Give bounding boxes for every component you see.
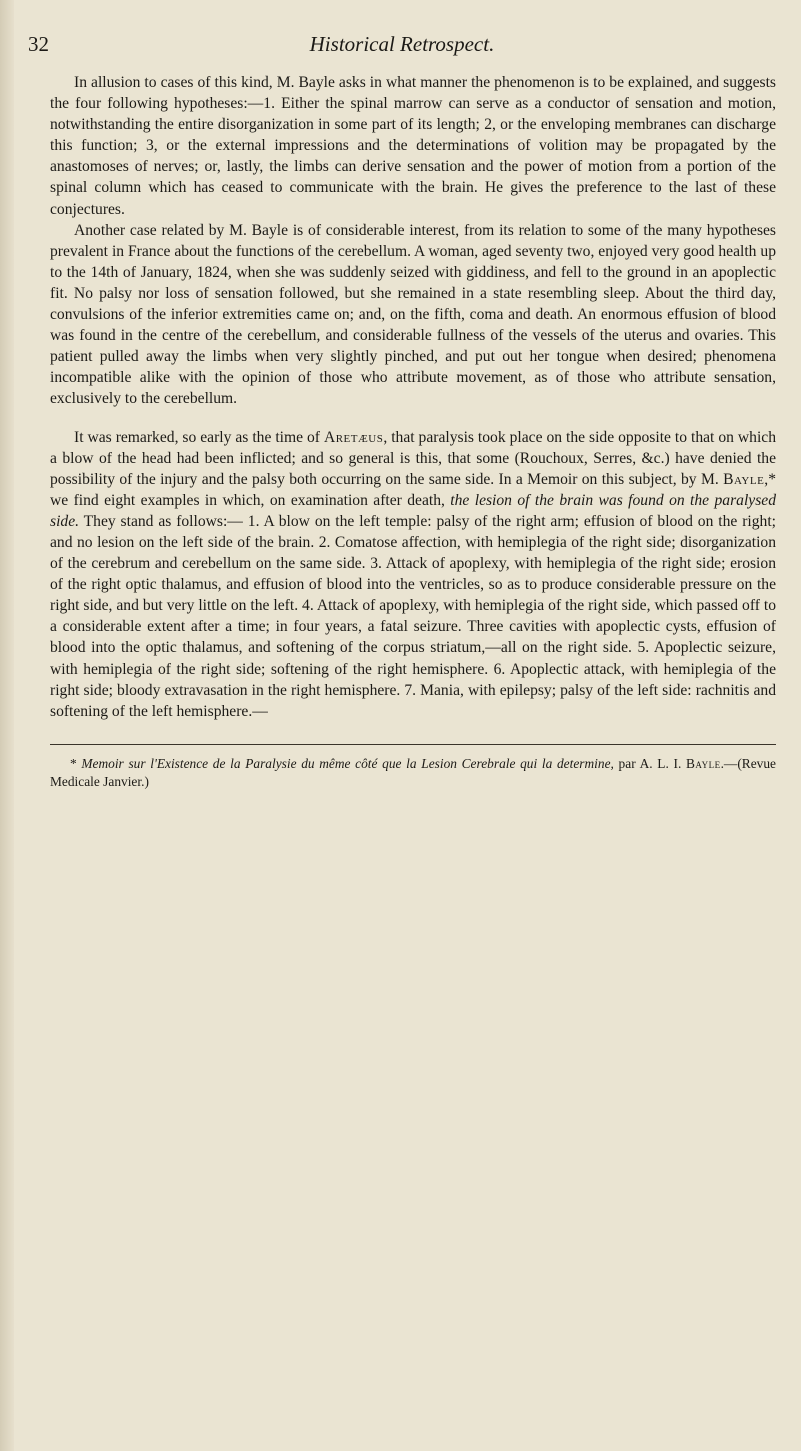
page-binding-edge bbox=[0, 0, 14, 1451]
author-name-aretaeus: Aretæus bbox=[323, 428, 384, 446]
footnote-title: Memoir sur l'Existence de la Paralysie du même côté que la Lesion Cerebrale qui la determine, bbox=[81, 755, 614, 771]
footnote-by: par A. L. I. bbox=[613, 755, 686, 771]
paragraph-text-segment: ,* we find eight examples in which, on examination after death, bbox=[50, 470, 776, 509]
footnote bbox=[50, 755, 776, 791]
body-text bbox=[50, 72, 776, 722]
paragraph-cerebellum-case: Another case related by M. Bayle is of considerable interest, from its relation to some of the many hypotheses prevalent in France about the functions of the cerebellum. A woman, aged seventy two, enjoyed very good health up to the 14th of January, 1824, when she was suddenly seized with giddiness, and fell to the ground in an apoplectic fit. No palsy nor loss of sensation followed, but she remained in a state resembling sleep. About the third day, convulsions of the inferior extremities came on; and, on the fifth, coma and death. An enormous effusion of blood was found in the centre of the cerebellum, and considerable fullness of the vessels of the uterus and ovaries. This patient pulled away the limbs when very slightly pinched, and put out her tongue when desired; phenomena incompatible alike with the opinion of those who attribute movement, as of those who attribute sensation, exclusively to the cerebellum. bbox=[50, 221, 776, 408]
emphasized-phrase: the lesion of the brain was found on the paralysed side. bbox=[50, 491, 776, 530]
footnote-marker: * bbox=[70, 755, 82, 771]
running-title: Historical Retrospect. bbox=[309, 32, 495, 56]
footnote-author: Bayle bbox=[685, 755, 721, 771]
page-header bbox=[20, 18, 784, 66]
footnote-source: .—(Revue Medicale Janvier.) bbox=[50, 755, 776, 789]
paragraph-text-segment: They stand as follows:— 1. A blow on the left temple: palsy of the right arm; effusion of blood on the right; and no lesion on the left side of the brain. 2. Comatose affection, with hemiplegia of the right side; disorganization of the cerebrum and cerebellum on the same side. 3. Attack of apoplexy, with hemiplegia of the right side; erosion of the right optic thalamus, and effusion of blood into the ventricles, so as to produce considerable pressure on the right side, and but very little on the left. 4. Attack of apoplexy, with hemiplegia of the right side, which passed off to a considerable extent after a time; in four years, a fatal seizure. Three cavities with apoplectic cysts, effusion of blood into the optic thalamus, and softening of the corpus striatum,—all on the right side. 5. Apoplectic seizure, with hemiplegia of the right side; softening of the right hemisphere. 6. Apoplectic attack, with hemiplegia of the right side; bloody extravasation in the right hemisphere. 7. Mania, with epilepsy; palsy of the left side: rachnitis and softening of the left hemisphere.— bbox=[50, 512, 776, 720]
paragraph-bayle-hypotheses: In allusion to cases of this kind, M. Bayle asks in what manner the phenomenon is to be explained, and suggests the four following hypotheses:—1. Either the spinal marrow can serve as a conductor of sensation and motion, notwithstanding the entire disorganization in some part of its length; 2, or the enveloping membranes can discharge this function; 3, or the external impressions and the determinations of volition may be propagated by the anastomoses of nerves; or, lastly, the limbs can derive sensation and the power of motion from a portion of the spinal column which has ceased to communicate with the brain. He gives the preference to the last of these conjectures. bbox=[50, 74, 776, 218]
paragraph-text-segment: , that paralysis took place on the side opposite to that on which a blow of the head had been inflicted; and so general is this, that some (Rouchoux, Serres, &c.) have denied the possibility of the injury and the palsy both occurring on the same side. In a Memoir on this subject, by M. bbox=[50, 428, 776, 488]
paragraph-text-segment: It was remarked, so early as the time of bbox=[74, 428, 324, 446]
footnote-divider bbox=[50, 744, 776, 745]
book-page bbox=[20, 18, 784, 791]
page-number: 32 bbox=[28, 32, 49, 56]
author-name-bayle: Bayle bbox=[723, 470, 765, 488]
paragraph-paralysis-side bbox=[50, 427, 776, 722]
